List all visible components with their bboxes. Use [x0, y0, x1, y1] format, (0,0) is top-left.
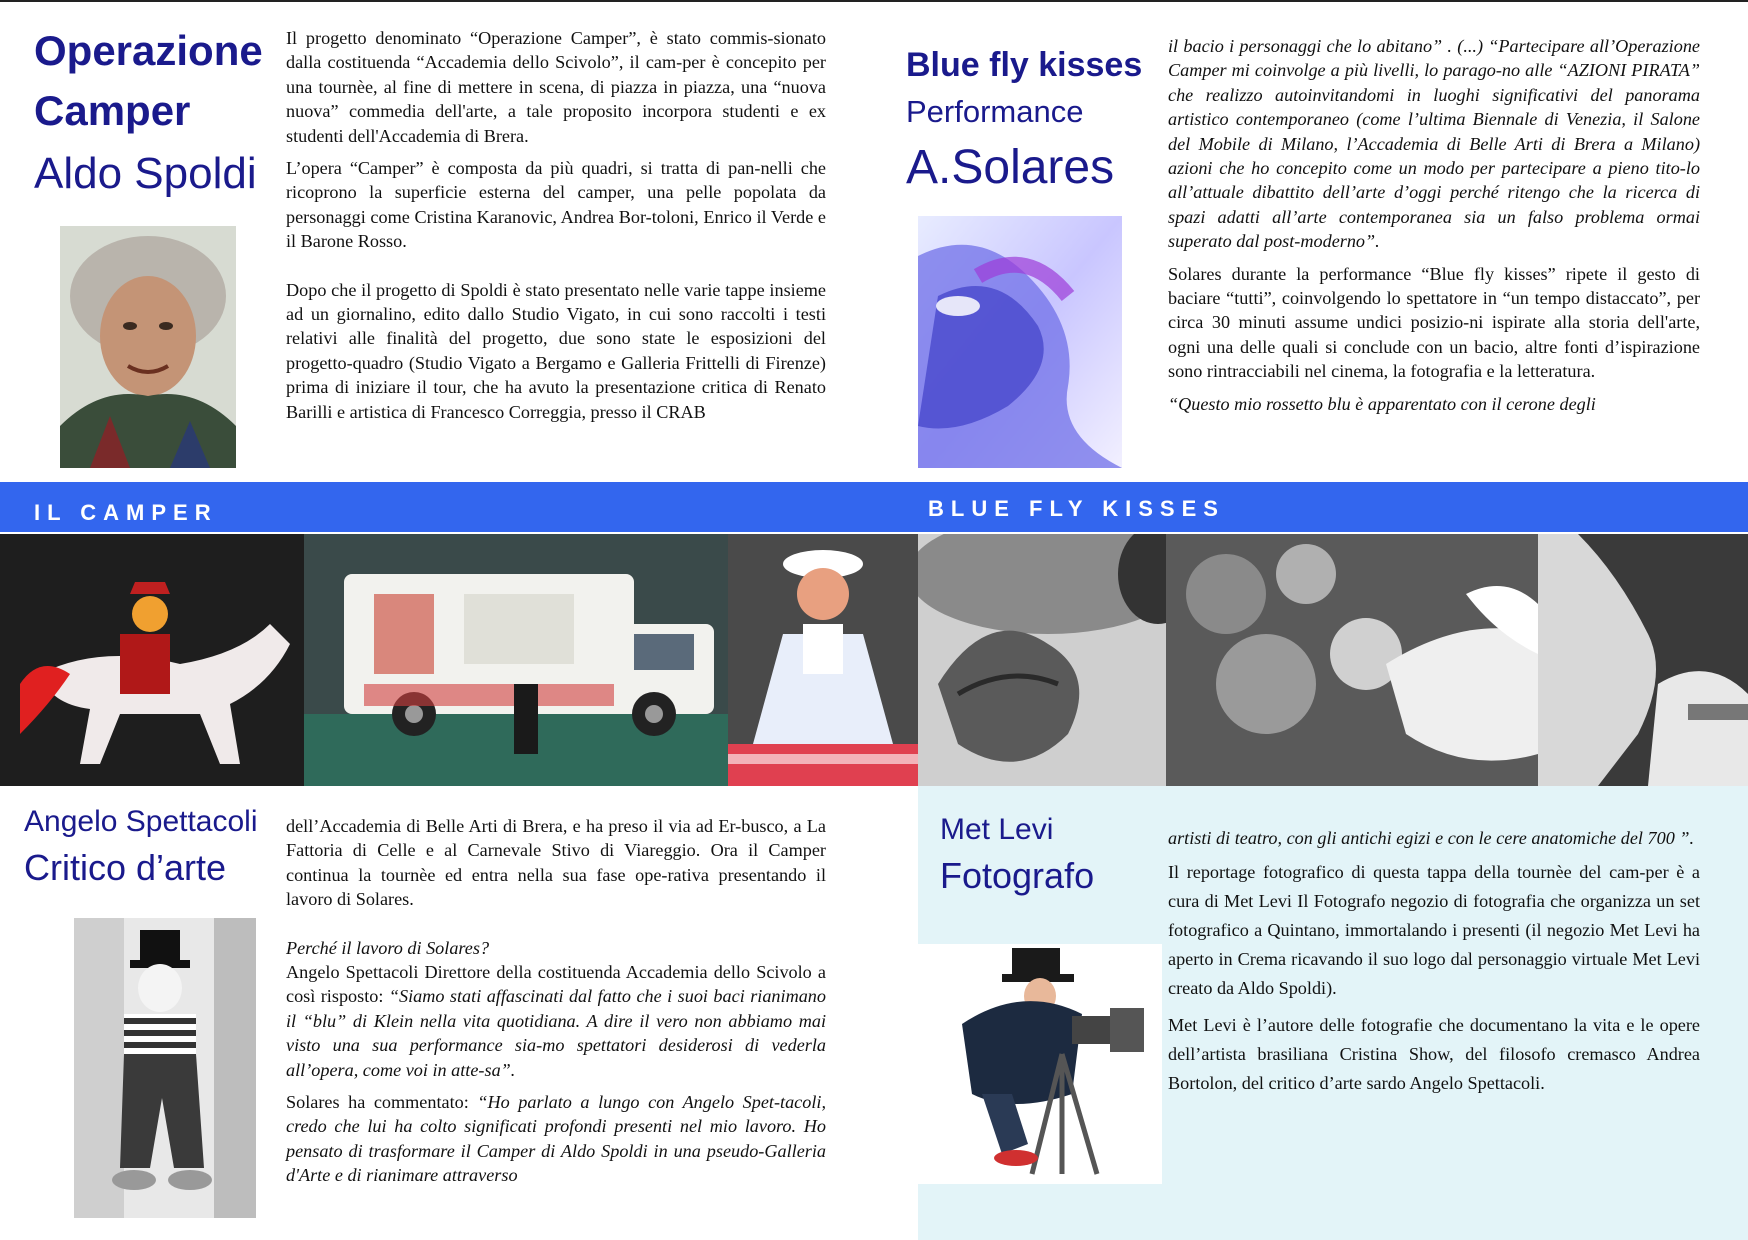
artist-name-aldo-spoldi: Aldo Spoldi — [34, 149, 257, 198]
title-operazione: Operazione — [34, 27, 263, 74]
question: Perché il lavoro di Solares? — [286, 937, 490, 958]
photographer-name: Met Levi — [940, 813, 1054, 846]
photo-mime-pose — [1538, 534, 1748, 786]
paragraph: Met Levi è l’autore delle fotografie che documentano la vita e le opere dell’artista brasiliana Cristina Show, del filosofo cremasco Andrea Bortolon, del critico d’arte sardo Angelo Spettacoli. — [1168, 1015, 1700, 1093]
paragraph: Dopo che il progetto di Spoldi è stato presentato nelle varie tappe insieme ad un giornalino, edito dallo Studio Vigato, in cui sono raccolti i testi relativi alle finalità del progetto, due sono state le esposizioni del progetto-quadro (Studio Vigato a Bergamo e Galleria Frittelli di Firenze) prima di iniziare il tour, che ha avuto la presentazione critica di Renato Barilli e artistica di Francesco Correggia, presso il CRAB — [286, 279, 826, 422]
paragraph: dell’Accademia di Belle Arti di Brera, e ha preso il via ad Er-busco, a La Fattoria di Celle e al Carnevale Stivo di Viareggio. Ora il Camper continua la tournèe ed entra nella sua fase ope-rativa presentando il lavoro di Solares. — [286, 816, 826, 910]
intro-text-column — [286, 26, 826, 448]
photographer-text-column — [1168, 826, 1700, 1122]
paragraph: Il reportage fotografico di questa tappa della tournèe del cam-per è a cura di Met Levi Il Fotografo negozio di fotografia che organizza un set fotografico a Quintano, immortalando i presenti (il negozio Met Levi ha aperto in Crema ricavando il suo logo dal personaggio virtuale Met Levi creato da Aldo Spoldi). — [1168, 862, 1700, 998]
paragraph — [286, 960, 826, 1082]
paragraph: Solares durante la performance “Blue fly kisses” ripete il gesto di baciare “tutti”, coinvolgendo lo spettatore in “un tempo distaccato”, per circa 30 minuti assume undici posizio-ni ispirate alla storia dell'arte, ogni una delle quali si conclude con un bacio, altre fonti d’ispirazione sono rintracciabili nel cinema, la fotografia e la letteratura. — [1168, 263, 1700, 382]
paragraph: il bacio i personaggi che lo abitano” . (...) “Partecipare all’Operazione Camper mi coinvolge a più livelli, lo parago-no alle “AZIONI PIRATA” che realizzo autoinvitandomi in luoghi significativi del panorama artistico contemporaneo (come l’ultima Biennale di Venezia, il Salone del Mobile di Milano, l’Accademia di Belle Arti di Brera a Milano) azioni che ho concepito come un modo per partecipare a pieno tito-lo all’attuale dibattito dell’arte d’oggi perché ritengo che la ricerca di spazi adatti all’arte contemporanea sia un falso problema ormai superato dal post-moderno”. — [1168, 36, 1700, 252]
top-rule — [0, 0, 1748, 2]
quote: “Siamo stati affascinati dal fatto che i suoi baci rianimano il “blu” di Klein nella vita quotidiana. A dire il vero non abbiamo mai visto una sua performance sia-mo spettatori desiderosi di vederla all’opera, come voi in atte-sa”. — [286, 986, 826, 1080]
artist-name-a-solares: A.Solares — [906, 141, 1115, 194]
photo-camper-van — [304, 534, 728, 786]
critic-title: Critico d’arte — [24, 847, 227, 888]
portrait-aldo-spoldi — [60, 226, 236, 468]
photo-painted-girl — [728, 534, 918, 786]
title-blue-fly-kisses: Blue fly kisses — [906, 46, 1143, 84]
critic-name: Angelo Spettacoli — [24, 805, 258, 838]
quote: “Ho parlato a lungo con Angelo Spet-tacoli, credo che lui ha colto significati profondi presenti nel mio lavoro. Ho pensato di trasformare il Camper di Aldo Spoldi in una pseudo-Galleria d'Arte e di rianimare attraverso — [286, 1092, 826, 1186]
title-camper: Camper — [34, 87, 191, 134]
section-band — [0, 482, 1748, 532]
performance-text-column — [1168, 34, 1700, 440]
image-blue-kiss — [918, 216, 1122, 468]
subtitle-performance: Performance — [906, 94, 1084, 129]
band-label-il-camper: IL CAMPER — [34, 500, 218, 525]
photographer-title: Fotografo — [940, 855, 1095, 896]
paragraph — [286, 1090, 826, 1188]
photo-horse-rider — [0, 534, 304, 786]
paragraph: Il progetto denominato “Operazione Camper”, è stato commis-sionato dalla costituenda “Accademia dello Scivolo”, il cam-per è concepito per una tournèe, al fine di mettere in scena, di piazza in piazza, una “nuova nuova” commedia dell'arte, a tale proposito incorpora studenti e ex studenti dell'Accademia di Brera. — [286, 28, 826, 146]
photo-mime-portrait — [74, 918, 256, 1218]
photo-lips-kiss — [918, 534, 1166, 786]
critic-text-column — [286, 814, 826, 1212]
text-intro: Angelo Spettacoli Direttore della costituenda Accademia dello Scivolo a così risposto: — [286, 962, 826, 1007]
photographer-illustration — [932, 944, 1152, 1180]
photo-face-leaves — [1166, 534, 1538, 786]
band-label-blue-fly-kisses: BLUE FLY KISSES — [928, 496, 1225, 521]
text-intro: Solares ha commentato: — [286, 1092, 478, 1113]
paragraph: artisti di teatro, con gli antichi egizi e con le cere anatomiche del 700 ”. — [1168, 828, 1694, 848]
paragraph: “Questo mio rossetto blu è apparentato con il cerone degli — [1168, 393, 1596, 414]
paragraph: L’opera “Camper” è composta da più quadri, si tratta di pan-nelli che ricoprono la superficie esterna del camper, una pelle popolata da personaggi come Cristina Karanovic, Andrea Bor-toloni, Enrico il Verde e il Barone Rosso. — [286, 158, 826, 252]
